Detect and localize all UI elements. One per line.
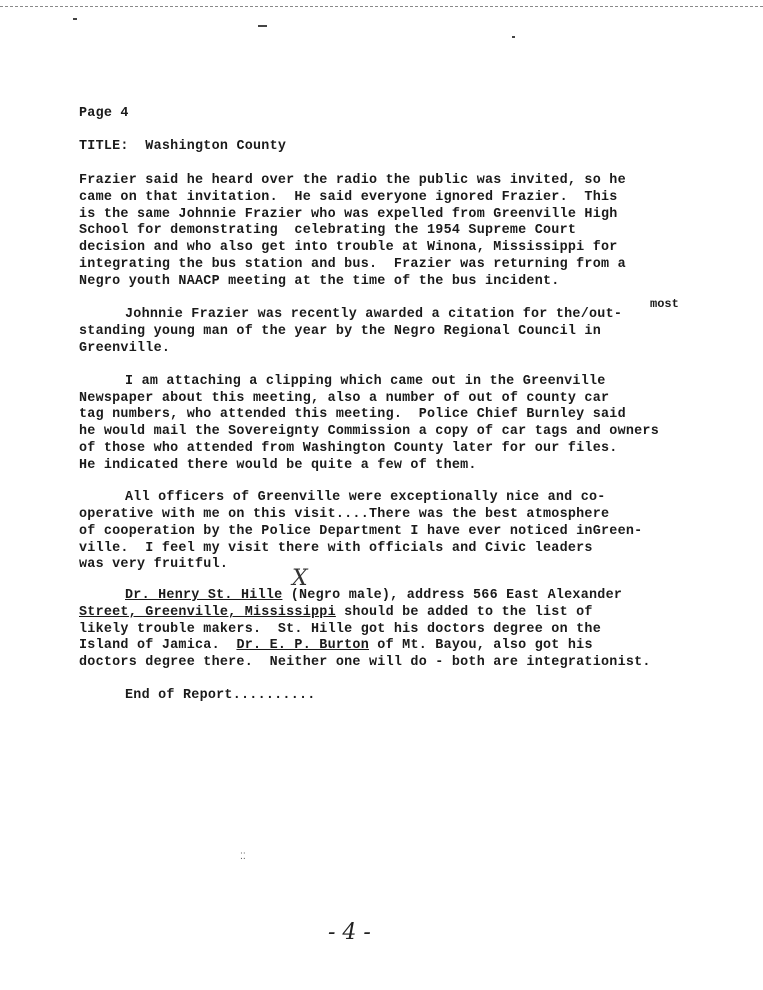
- scan-speck: ⁚⁚: [240, 852, 246, 862]
- p5-line-5: doctors degree there. Neither one will do - both are integrationist.: [79, 655, 651, 670]
- p2-line-2: standing young man of the year by the Negro Regional Council in: [79, 324, 601, 339]
- p4-line-4: ville. I feel my visit there with officials and Civic leaders: [79, 541, 593, 556]
- underlined-name-burton: Dr. E. P. Burton: [236, 638, 370, 653]
- title-line: [79, 139, 286, 156]
- underlined-address: Street, Greenville, Mississippi: [79, 605, 336, 620]
- p3-line-2: Newspaper about this meeting, also a number of out of county car: [79, 391, 610, 406]
- p5-line-3: likely trouble makers. St. Hille got his doctors degree on the: [79, 622, 601, 637]
- p4-line-2: operative with me on this visit....There was the best atmosphere: [79, 507, 610, 522]
- p1-line-7: Negro youth NAACP meeting at the time of the bus incident.: [79, 274, 560, 289]
- p1-line-4: School for demonstrating celebrating the 1954 Supreme Court: [79, 223, 577, 238]
- p4-line-3: of cooperation by the Police Department I have ever noticed inGreen-: [79, 524, 643, 539]
- handwritten-margin-mark: X: [292, 566, 308, 591]
- p5-line-1: Dr. Henry St. Hille (Negro male), address 566 East Alexander: [125, 588, 623, 603]
- p5-line-4: Island of Jamica. Dr. E. P. Burton of Mt. Bayou, also got his: [79, 638, 593, 653]
- title-value: Washington County: [145, 139, 287, 154]
- page-label: Page 4: [79, 106, 129, 121]
- scan-speck: [73, 18, 77, 20]
- scan-speck: [258, 25, 267, 27]
- p1-line-2: came on that invitation. He said everyone ignored Frazier. This: [79, 190, 618, 205]
- p1-line-3: is the same Johnnie Frazier who was expelled from Greenville High: [79, 207, 618, 222]
- title-label: TITLE:: [79, 139, 129, 154]
- end-of-report: End of Report..........: [125, 688, 316, 703]
- p5-line-2: Street, Greenville, Mississippi should be added to the list of: [79, 605, 593, 620]
- p3-line-4: he would mail the Sovereignty Commission a copy of car tags and owners: [79, 424, 659, 439]
- page-top-edge: [0, 0, 763, 7]
- scan-speck: [512, 36, 515, 38]
- p1-line-6: integrating the bus station and bus. Frazier was returning from a: [79, 257, 626, 272]
- p3-line-1: I am attaching a clipping which came out in the Greenville: [125, 374, 606, 389]
- p4-line-5: was very fruitful.: [79, 557, 229, 572]
- p2-line-1: Johnnie Frazier was recently awarded a citation for the/out-: [125, 307, 623, 322]
- p3-line-6: He indicated there would be quite a few of them.: [79, 458, 477, 473]
- handwritten-page-number: - 4 -: [328, 920, 371, 945]
- p1-line-1: Frazier said he heard over the radio the public was invited, so he: [79, 173, 626, 188]
- p3-line-5: of those who attended from Washington County later for our files.: [79, 441, 618, 456]
- p1-line-5: decision and who also get into trouble at Winona, Mississippi for: [79, 240, 618, 255]
- p3-line-3: tag numbers, who attended this meeting. Police Chief Burnley said: [79, 407, 626, 422]
- p2-line-3: Greenville.: [79, 341, 171, 356]
- p4-line-1: All officers of Greenville were exceptionally nice and co-: [125, 490, 606, 505]
- underlined-name-hille: Dr. Henry St. Hille: [125, 588, 283, 603]
- handwritten-insertion: most: [650, 297, 679, 311]
